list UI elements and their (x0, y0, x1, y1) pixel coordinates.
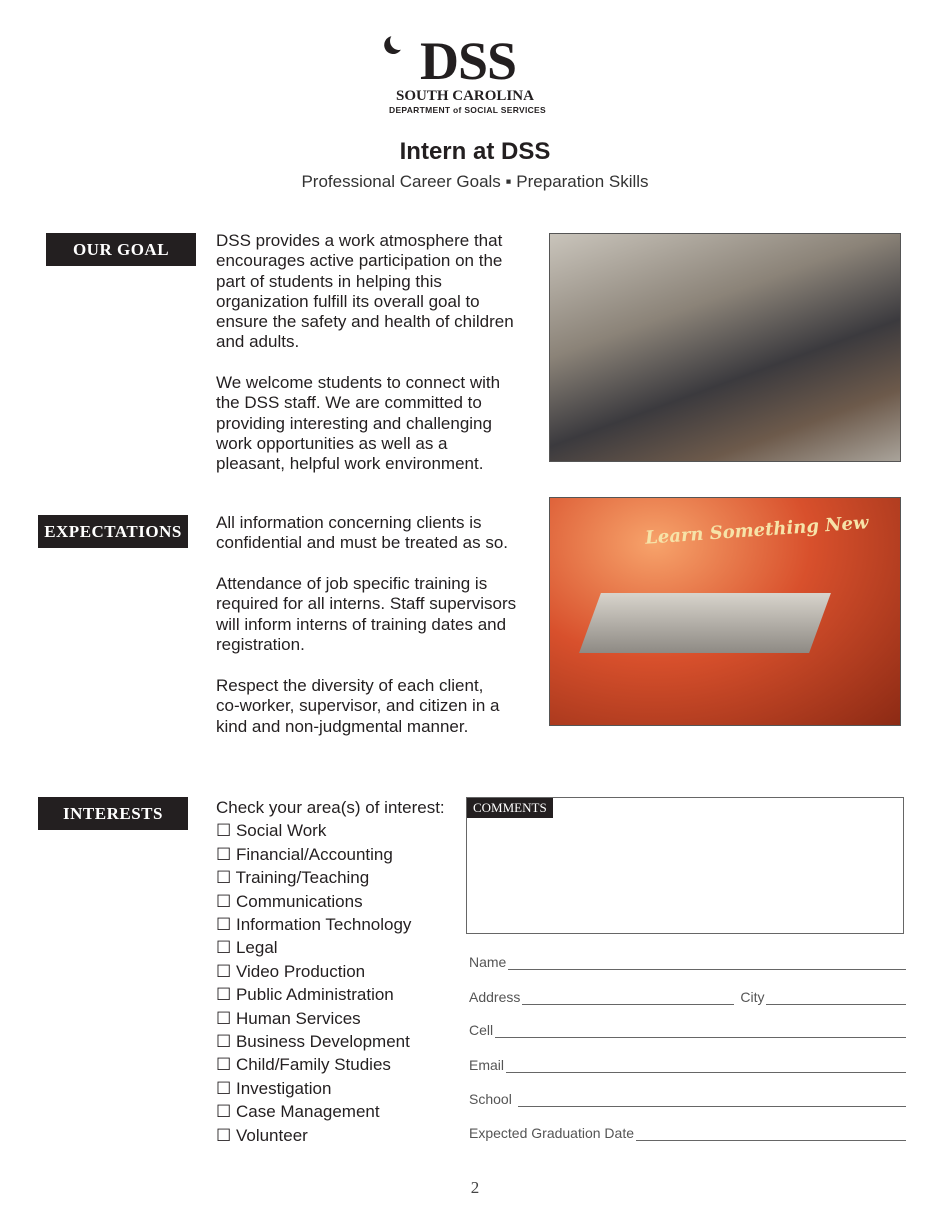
interest-option[interactable] (216, 913, 445, 936)
address-field[interactable] (522, 990, 734, 1005)
our-goal-label: OUR GOAL (46, 233, 196, 266)
interest-option-label: Training/Teaching (235, 868, 370, 888)
email-label: Email (469, 1057, 505, 1073)
logo-wordmark: DSS (420, 31, 517, 91)
expectations-paragraph-1: All information concerning clients is confidential and must be treated as so. (216, 513, 509, 553)
interest-option[interactable] (216, 1007, 445, 1030)
interest-option[interactable] (216, 960, 445, 983)
checkbox-icon[interactable]: ☐ (216, 1078, 236, 1098)
interest-option[interactable] (216, 866, 445, 889)
checkbox-icon[interactable]: ☐ (216, 1055, 236, 1075)
checkbox-icon[interactable]: ☐ (216, 821, 236, 841)
logo-department: DEPARTMENT of SOCIAL SERVICES (389, 105, 546, 115)
comments-box[interactable] (466, 797, 904, 934)
checkbox-icon[interactable]: ☐ (216, 1102, 236, 1122)
interest-option[interactable] (216, 1077, 445, 1100)
logo-state: SOUTH CAROLINA (396, 88, 534, 104)
interest-option-label: Financial/Accounting (235, 844, 393, 864)
expectations-paragraph-2: Attendance of job specific training is required for all interns. Staff supervisors will inform interns of training dates and registration. (216, 574, 517, 654)
checkbox-icon[interactable]: ☐ (216, 938, 236, 958)
email-field[interactable] (469, 1057, 906, 1073)
interest-option[interactable] (216, 936, 445, 959)
name-label: Name (469, 954, 507, 970)
school-field[interactable] (469, 1091, 906, 1107)
checkbox-icon[interactable]: ☐ (216, 1008, 236, 1028)
interest-option[interactable] (216, 1100, 445, 1123)
interest-option-label: Public Administration (235, 985, 394, 1005)
interest-option-label: Video Production (235, 961, 366, 981)
interest-option[interactable] (216, 1124, 445, 1147)
page-subtitle: Professional Career Goals ▪ Preparation Skills (301, 172, 649, 191)
checkbox-icon[interactable]: ☐ (216, 891, 236, 911)
graduation-date-label: Expected Graduation Date (469, 1125, 634, 1141)
interest-option-label: Child/Family Studies (235, 1055, 391, 1075)
interest-option-label: Communications (235, 891, 363, 911)
laptop-photo (549, 497, 901, 726)
interest-option[interactable] (216, 1030, 445, 1053)
interest-option-label: Information Technology (235, 915, 412, 935)
interest-option-label: Volunteer (235, 1125, 308, 1145)
address-row (469, 989, 906, 1005)
name-field[interactable] (469, 954, 906, 970)
page-number: 2 (470, 1178, 480, 1197)
goal-paragraph-1: DSS provides a work atmosphere that encourages active participation on the part of students in helping this organization fulfill its overall goal to ensure the safety and health of children and adults. (216, 231, 514, 352)
interest-option[interactable] (216, 1053, 445, 1076)
city-label: City (740, 989, 765, 1005)
checkbox-icon[interactable]: ☐ (216, 985, 236, 1005)
cell-field[interactable] (469, 1022, 906, 1038)
checkbox-icon[interactable]: ☐ (216, 844, 236, 864)
checkbox-icon[interactable]: ☐ (216, 1125, 236, 1145)
expectations-label: EXPECTATIONS (38, 515, 188, 548)
goal-paragraph-2: We welcome students to connect with the DSS staff. We are committed to providing interesting and challenging work opportunities as well as a pleasant, helpful work environment. (216, 373, 501, 474)
checkbox-icon[interactable]: ☐ (216, 1032, 236, 1052)
interest-option-label: Social Work (235, 821, 327, 841)
school-label: School (469, 1091, 512, 1107)
city-field[interactable] (766, 990, 906, 1005)
interests-label: INTERESTS (38, 797, 188, 830)
interest-option-label: Human Services (235, 1008, 361, 1028)
interest-option[interactable] (216, 843, 445, 866)
laptop-keyboard (579, 593, 831, 653)
logo-moon-icon (389, 31, 410, 52)
address-label: Address (469, 989, 521, 1005)
interest-option-label: Business Development (235, 1032, 410, 1052)
interest-option-label: Legal (235, 938, 278, 958)
graduation-date-field[interactable] (469, 1125, 906, 1141)
interest-option[interactable] (216, 890, 445, 913)
page-title: Intern at DSS (399, 138, 551, 165)
photo-caption: Learn Something New (644, 512, 870, 549)
expectations-paragraph-3: Respect the diversity of each client, co-worker, supervisor, and citizen in a kind and non-judgmental manner. (216, 676, 500, 736)
checkbox-icon[interactable]: ☐ (216, 961, 236, 981)
interest-option[interactable] (216, 983, 445, 1006)
interest-option-label: Investigation (235, 1078, 332, 1098)
interest-option[interactable] (216, 819, 445, 842)
comments-label: COMMENTS (467, 798, 553, 818)
interests-list (216, 796, 445, 1147)
checkbox-icon[interactable]: ☐ (216, 868, 236, 888)
interest-option-label: Case Management (235, 1102, 380, 1122)
cell-label: Cell (469, 1022, 494, 1038)
interns-group-photo (549, 233, 901, 462)
interests-prompt: Check your area(s) of interest: (216, 798, 445, 817)
checkbox-icon[interactable]: ☐ (216, 915, 236, 935)
